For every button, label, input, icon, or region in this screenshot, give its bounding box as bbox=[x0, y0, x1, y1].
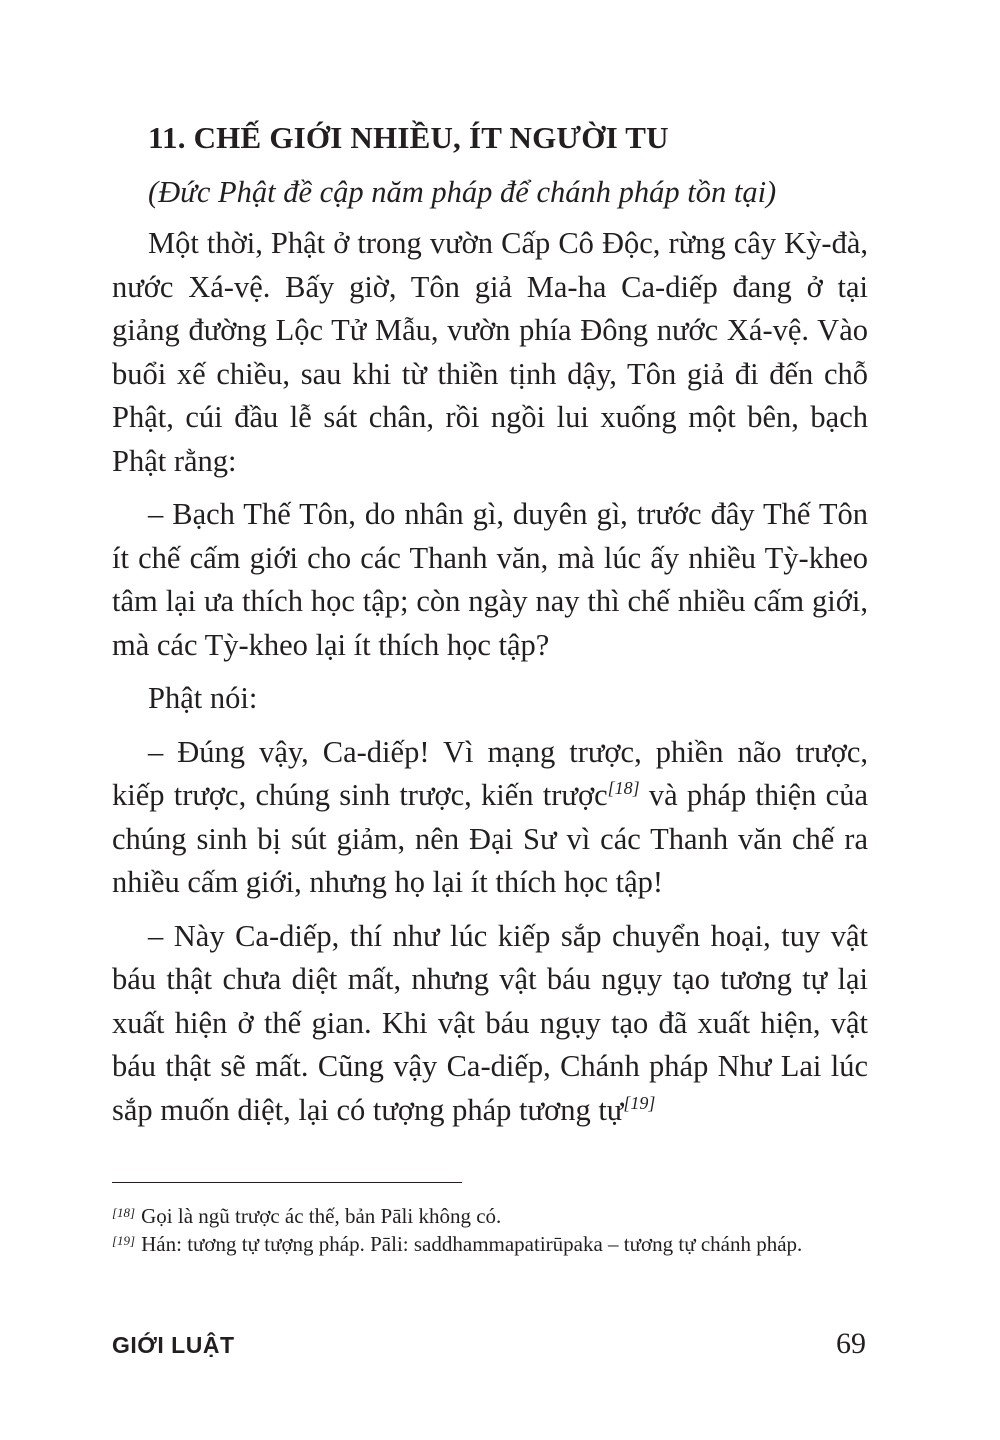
paragraph: – Bạch Thế Tôn, do nhân gì, duyên gì, trước đây Thế Tôn ít chế cấm giới cho các Thanh văn, mà lúc ấy nhiều Tỳ-kheo tâm lại ưa thích học tập; còn ngày nay thì chế nhiều cấm giới, mà các Tỳ-kheo lại ít thích học tập? bbox=[112, 497, 868, 662]
footnote-text: Hán: tương tự tượng pháp. Pāli: saddhammapatirūpaka – tương tự chánh pháp. bbox=[141, 1232, 803, 1256]
paragraph bbox=[112, 731, 868, 905]
body-text bbox=[112, 222, 868, 1132]
paragraph-text: – Đúng vậy, Ca-diếp! Vì mạng trược, phiền não trược, kiếp trược, chúng sinh trược, kiến trược bbox=[112, 734, 868, 812]
book-title: GIỚI LUẬT bbox=[112, 1332, 235, 1358]
section-title: 11. CHẾ GIỚI NHIỀU, ÍT NGƯỜI TU bbox=[148, 120, 669, 155]
footnote-text: Gọi là ngũ trược ác thế, bản Pāli không có. bbox=[141, 1204, 502, 1228]
page-number: 69 bbox=[836, 1327, 866, 1360]
footnote-mark: [19] bbox=[112, 1233, 136, 1248]
footnote-reference[interactable]: [19] bbox=[623, 1092, 656, 1113]
paragraph: Phật nói: bbox=[148, 681, 258, 715]
footnote-mark: [18] bbox=[112, 1205, 136, 1220]
section-subtitle: (Đức Phật đề cập năm pháp để chánh pháp tồn tại) bbox=[148, 175, 777, 209]
footnote bbox=[112, 1202, 868, 1230]
footnotes bbox=[112, 1202, 868, 1258]
main-text-block bbox=[112, 118, 868, 1142]
paragraph: Một thời, Phật ở trong vườn Cấp Cô Độc, rừng cây Kỳ-đà, nước Xá-vệ. Bấy giờ, Tôn giả Ma-ha Ca-diếp đang ở tại giảng đường Lộc Tử Mẫu, vườn phía Đông nước Xá-vệ. Vào buổi xế chiều, sau khi từ thiền tịnh dậy, Tôn giả đi đến chỗ Phật, cúi đầu lễ sát chân, rồi ngồi lui xuống một bên, bạch Phật rằng: bbox=[112, 226, 868, 478]
paragraph bbox=[112, 915, 868, 1133]
footnote-reference[interactable]: [18] bbox=[607, 778, 640, 798]
paragraph-text: – Này Ca-diếp, thí như lúc kiếp sắp chuyển hoại, tuy vật báu thật chưa diệt mất, nhưng vật báu ngụy tạo tương tự lại xuất hiện ở thế gian. Khi vật báu ngụy tạo đã xuất hiện, vật báu thật sẽ mất. Cũng vậy Ca-diếp, Chánh pháp Như Lai lúc sắp muốn diệt, lại có tượng pháp tương tự bbox=[112, 918, 868, 1127]
footnote bbox=[112, 1230, 868, 1258]
paragraph-text: và pháp thiện của chúng sinh bị sút giảm, nên Đại Sư vì các Thanh văn chế ra nhiều cấm giới, nhưng họ lại ít thích học tập! bbox=[112, 778, 868, 899]
footnote-divider bbox=[112, 1182, 462, 1183]
